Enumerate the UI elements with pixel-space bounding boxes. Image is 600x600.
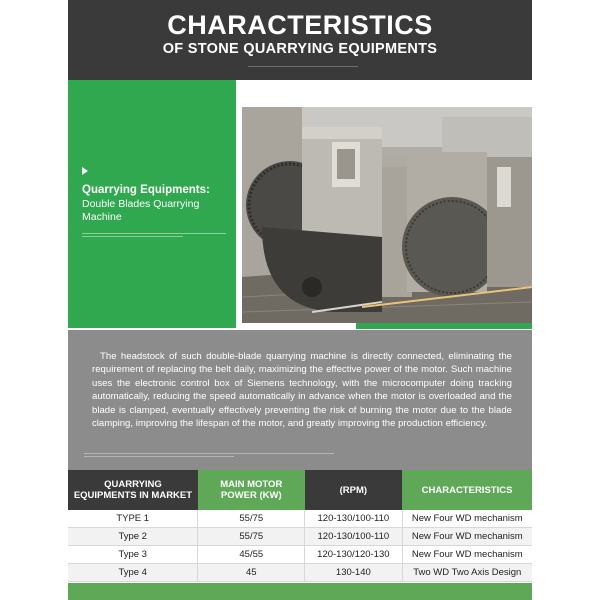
feature-subtitle: Double Blades Quarrying Machine xyxy=(82,198,200,223)
table-row xyxy=(68,546,532,564)
cell-rpm: 120-130/120-130 xyxy=(305,546,402,564)
cell-characteristics: Two WD Two Axis Design xyxy=(402,564,532,582)
page-title: CHARACTERISTICS xyxy=(167,10,433,40)
cell-rpm: 130-140 xyxy=(305,564,402,582)
cell-rpm: 120-130/100-110 xyxy=(305,510,402,528)
cell-characteristics: New Four WD mechanism xyxy=(402,528,532,546)
machine-photo xyxy=(242,107,532,323)
header-equipment: QUARRYING EQUIPMENTS IN MARKET xyxy=(68,470,198,510)
cell-type: Type 3 xyxy=(68,546,198,564)
brochure-page xyxy=(68,0,532,600)
cell-power: 45 xyxy=(198,564,305,582)
page-subtitle: OF STONE QUARRYING EQUIPMENTS xyxy=(162,41,438,57)
feature-section xyxy=(68,80,532,330)
cell-characteristics: New Four WD mechanism xyxy=(402,546,532,564)
footer-bar xyxy=(68,583,532,600)
cell-type: Type 2 xyxy=(68,528,198,546)
description-fine-print xyxy=(84,453,334,459)
cell-power: 55/75 xyxy=(198,510,305,528)
cell-type: Type 4 xyxy=(68,564,198,582)
table-row xyxy=(68,528,532,546)
photo-accent-strip xyxy=(356,323,532,329)
title-underline xyxy=(248,66,358,67)
description-section xyxy=(68,330,532,470)
feature-panel xyxy=(68,80,236,328)
header-banner xyxy=(68,0,532,80)
description-text: The headstock of such double-blade quarrying machine is directly connected, eliminating the requirement of replacing the belt daily, maximizing the effective power of the motor. Such machine uses the electronic control box of Siemens technology, with the microcomputer doing tracking automatically, reducing the speed automatically in advance when the motor is overloaded and the blade is clamped, eventually effectively preventing the risk of burning the motor due to the blade clamping, improving the lifespan of the motor, and greatly improving the production efficiency. xyxy=(92,351,512,430)
table-header-row xyxy=(68,470,532,510)
table-row xyxy=(68,564,532,582)
feature-title: Quarrying Equipments: xyxy=(82,184,210,196)
feature-fine-print xyxy=(82,233,226,239)
cell-characteristics: New Four WD mechanism xyxy=(402,510,532,528)
cell-power: 45/55 xyxy=(198,546,305,564)
play-icon xyxy=(82,167,88,175)
header-characteristics: CHARACTERISTICS xyxy=(402,470,532,510)
cell-rpm: 120-130/100-110 xyxy=(305,528,402,546)
comparison-table xyxy=(68,470,532,582)
header-motor-power: MAIN MOTOR POWER (KW) xyxy=(198,470,305,510)
header-rpm: (RPM) xyxy=(305,470,402,510)
table-row xyxy=(68,510,532,528)
cell-type: TYPE 1 xyxy=(68,510,198,528)
cell-power: 55/75 xyxy=(198,528,305,546)
